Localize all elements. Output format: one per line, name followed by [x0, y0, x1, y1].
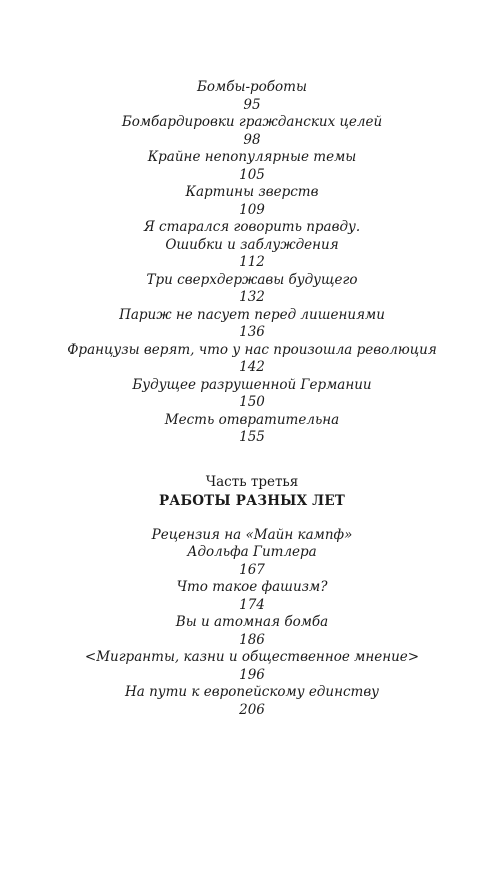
part-spacer — [0, 511, 504, 527]
toc-entry-page-number: 112 — [239, 254, 265, 270]
toc-entry-page-number: 186 — [239, 631, 265, 648]
toc-entry-title: Бомбардировки гражданских целей — [121, 114, 383, 130]
toc-entry-page-number: 206 — [239, 701, 265, 718]
toc-entry — [0, 412, 504, 447]
toc-entry — [0, 614, 504, 649]
toc-entry-page-number: 109 — [239, 201, 265, 218]
toc-entry — [0, 79, 504, 114]
toc-entry-title: Картины зверств — [185, 184, 319, 200]
toc-entry — [0, 272, 504, 307]
part-title: РАБОТЫ РАЗНЫХ ЛЕТ — [158, 492, 346, 509]
toc-entry-title: Будущее разрушенной Германии — [132, 376, 372, 393]
toc-entry-title: Что такое фашизм? — [176, 579, 328, 595]
toc-entry — [0, 649, 504, 684]
toc-entry-page-number: 136 — [239, 324, 265, 340]
toc-entry-title: Вы и атомная бомба — [175, 614, 329, 630]
toc-entry-title: Адольфа Гитлера — [187, 544, 317, 560]
toc-entry — [0, 219, 504, 272]
toc-entry-title: Рецензия на «Майн кампф» — [151, 526, 353, 543]
part-label: Часть третья — [205, 473, 299, 490]
toc-entry — [0, 307, 504, 342]
toc-entry-title: Я старался говорить правду. — [143, 219, 361, 235]
toc-entry — [0, 684, 504, 719]
toc-section-part-3 — [0, 527, 504, 720]
toc-entry-title: Три сверхдержавы будущего — [146, 271, 358, 288]
toc-entry-page-number: 105 — [239, 166, 265, 183]
toc-entry — [0, 377, 504, 412]
toc-entry-title: <Мигранты, казни и общественное мнение> — [84, 649, 420, 665]
table-of-contents — [0, 79, 504, 719]
toc-entry — [0, 184, 504, 219]
toc-entry-page-number: 142 — [239, 359, 265, 375]
toc-entry-title: Париж не пасует перед лишениями — [119, 306, 385, 323]
toc-entry-page-number: 132 — [239, 289, 265, 305]
toc-entry-page-number: 155 — [239, 429, 265, 445]
part-spacer — [0, 447, 504, 473]
toc-entry-page-number: 174 — [239, 596, 265, 613]
toc-entry-title: Французы верят, что у нас произошла революция — [67, 341, 437, 358]
toc-entry — [0, 527, 504, 580]
toc-entry — [0, 149, 504, 184]
toc-entry-title: Бомбы-роботы — [197, 79, 307, 95]
toc-entry — [0, 114, 504, 149]
toc-section-part-2 — [0, 79, 504, 447]
toc-entry-page-number: 98 — [243, 131, 261, 148]
toc-entry — [0, 579, 504, 614]
toc-entry-page-number: 167 — [239, 561, 265, 578]
toc-entry-page-number: 196 — [239, 666, 265, 683]
toc-entry-title: Ошибки и заблуждения — [165, 236, 339, 253]
toc-entry — [0, 342, 504, 377]
toc-entry-title: На пути к европейскому единству — [124, 684, 380, 700]
toc-entry-page-number: 150 — [239, 394, 265, 410]
toc-entry-title: Крайне непопулярные темы — [147, 149, 357, 165]
toc-entry-page-number: 95 — [243, 96, 261, 113]
toc-entry-title: Месть отвратительна — [164, 411, 340, 428]
